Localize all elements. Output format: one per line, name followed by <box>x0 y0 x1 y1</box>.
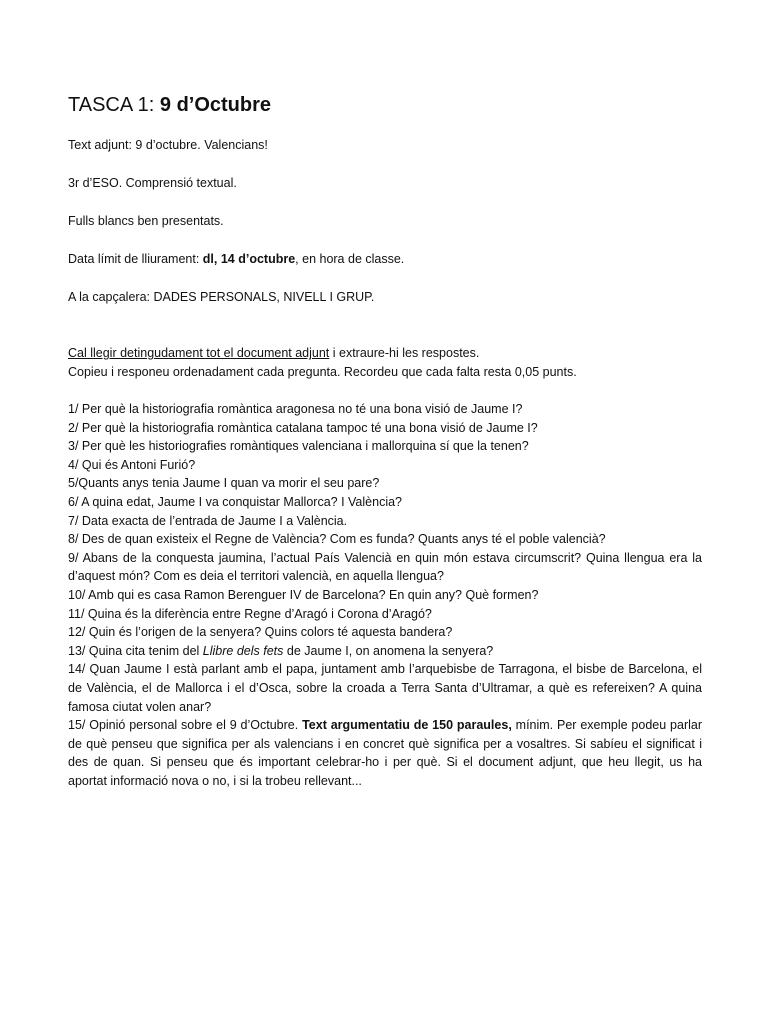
question-15-bold: Text argumentatiu de 150 paraules, <box>302 718 512 733</box>
question-13-prefix: 13/ Quina cita tenim del <box>68 643 203 658</box>
deadline-line <box>68 250 702 268</box>
header-note-line: A la capçalera: DADES PERSONALS, NIVELL I GRUP. <box>68 290 375 304</box>
deadline-date: dl, 14 d’octubre <box>202 252 296 266</box>
question-2: 2/ Per què la historiografia romàntica catalana tampoc té una bona visió de Jaume I? <box>68 420 538 435</box>
question-10: 10/ Amb qui es casa Ramon Berenguer IV de Barcelona? En quin any? Què formen? <box>68 587 539 602</box>
instructions <box>68 344 702 381</box>
question-1: 1/ Per què la historiografia romàntica aragonesa no té una bona visió de Jaume I? <box>68 402 523 416</box>
question-4: 4/ Qui és Antoni Furió? <box>68 457 196 472</box>
task-title-prefix: TASCA 1: <box>68 94 160 116</box>
question-14: 14/ Quan Jaume I està parlant amb el papa, juntament amb l’arquebisbe de Tarragona, el bisbe de Barcelona, el de València, el de Mallorca i el d’Osca, sobre la croada a Terra Santa d’Ultramar, a què es refereixen? A quina famosa ciutat volen anar? <box>68 662 702 714</box>
deadline-prefix: Data límit de lliurament: <box>68 252 203 266</box>
instructions-line-1 <box>68 344 702 363</box>
question-15-prefix: 15/ Opinió personal sobre el 9 d’Octubre. <box>68 718 303 733</box>
question-11: 11/ Quina és la diferència entre Regne d’Aragó i Corona d’Aragó? <box>68 606 432 621</box>
deadline-suffix: , en hora de classe. <box>295 252 405 266</box>
question-15-suffix: mínim. Per exemple podeu parlar de què penseu que significa per als valencians i en concret què significa per a vosaltres. Si sabíeu el significat i des de quan. Si penseu que és important celebrar-ho i per què. Si el document adjunt, que heu llegit, us ha aportat informació nova o no, i si la trobeu rellevant... <box>68 718 702 788</box>
question-13-book-title: Llibre dels fets <box>202 643 284 658</box>
question-9: 9/ Abans de la conquesta jaumina, l’actual País Valencià en quin món estava circumscrit? Quina llengua era la d’aquest món? Com es deia el territori valencià, en aquella llengua? <box>68 550 702 584</box>
question-13 <box>68 642 702 661</box>
instructions-line-2: Copieu i responeu ordenadament cada pregunta. Recordeu que cada falta resta 0,05 punts. <box>68 364 577 379</box>
question-8: 8/ Des de quan existeix el Regne de València? Com es funda? Quants anys té el poble valencià? <box>68 532 606 547</box>
task-title <box>68 90 702 120</box>
document-page <box>68 90 702 790</box>
question-6: 6/ A quina edat, Jaume I va conquistar Mallorca? I València? <box>68 494 402 509</box>
question-5: 5/Quants anys tenia Jaume I quan va morir el seu pare? <box>68 476 380 491</box>
sheets-line: Fulls blancs ben presentats. <box>68 214 224 228</box>
question-15 <box>68 716 702 790</box>
question-3: 3/ Per què les historiografies romàntiques valenciana i mallorquina sí que la tenen? <box>68 439 529 454</box>
question-list <box>68 400 702 790</box>
instructions-rest: i extraure-hi les respostes. <box>329 346 480 360</box>
question-13-suffix: de Jaume I, on anomena la senyera? <box>283 643 494 658</box>
task-title-bold: 9 d’Octubre <box>159 94 272 116</box>
instructions-underlined: Cal llegir detingudament tot el document adjunt <box>68 346 330 360</box>
question-12: 12/ Quin és l’origen de la senyera? Quins colors té aquesta bandera? <box>68 625 453 640</box>
level-line: 3r d’ESO. Comprensió textual. <box>68 176 237 190</box>
attached-text-line: Text adjunt: 9 d’octubre. Valencians! <box>68 138 268 152</box>
question-7: 7/ Data exacta de l’entrada de Jaume I a València. <box>68 513 348 528</box>
